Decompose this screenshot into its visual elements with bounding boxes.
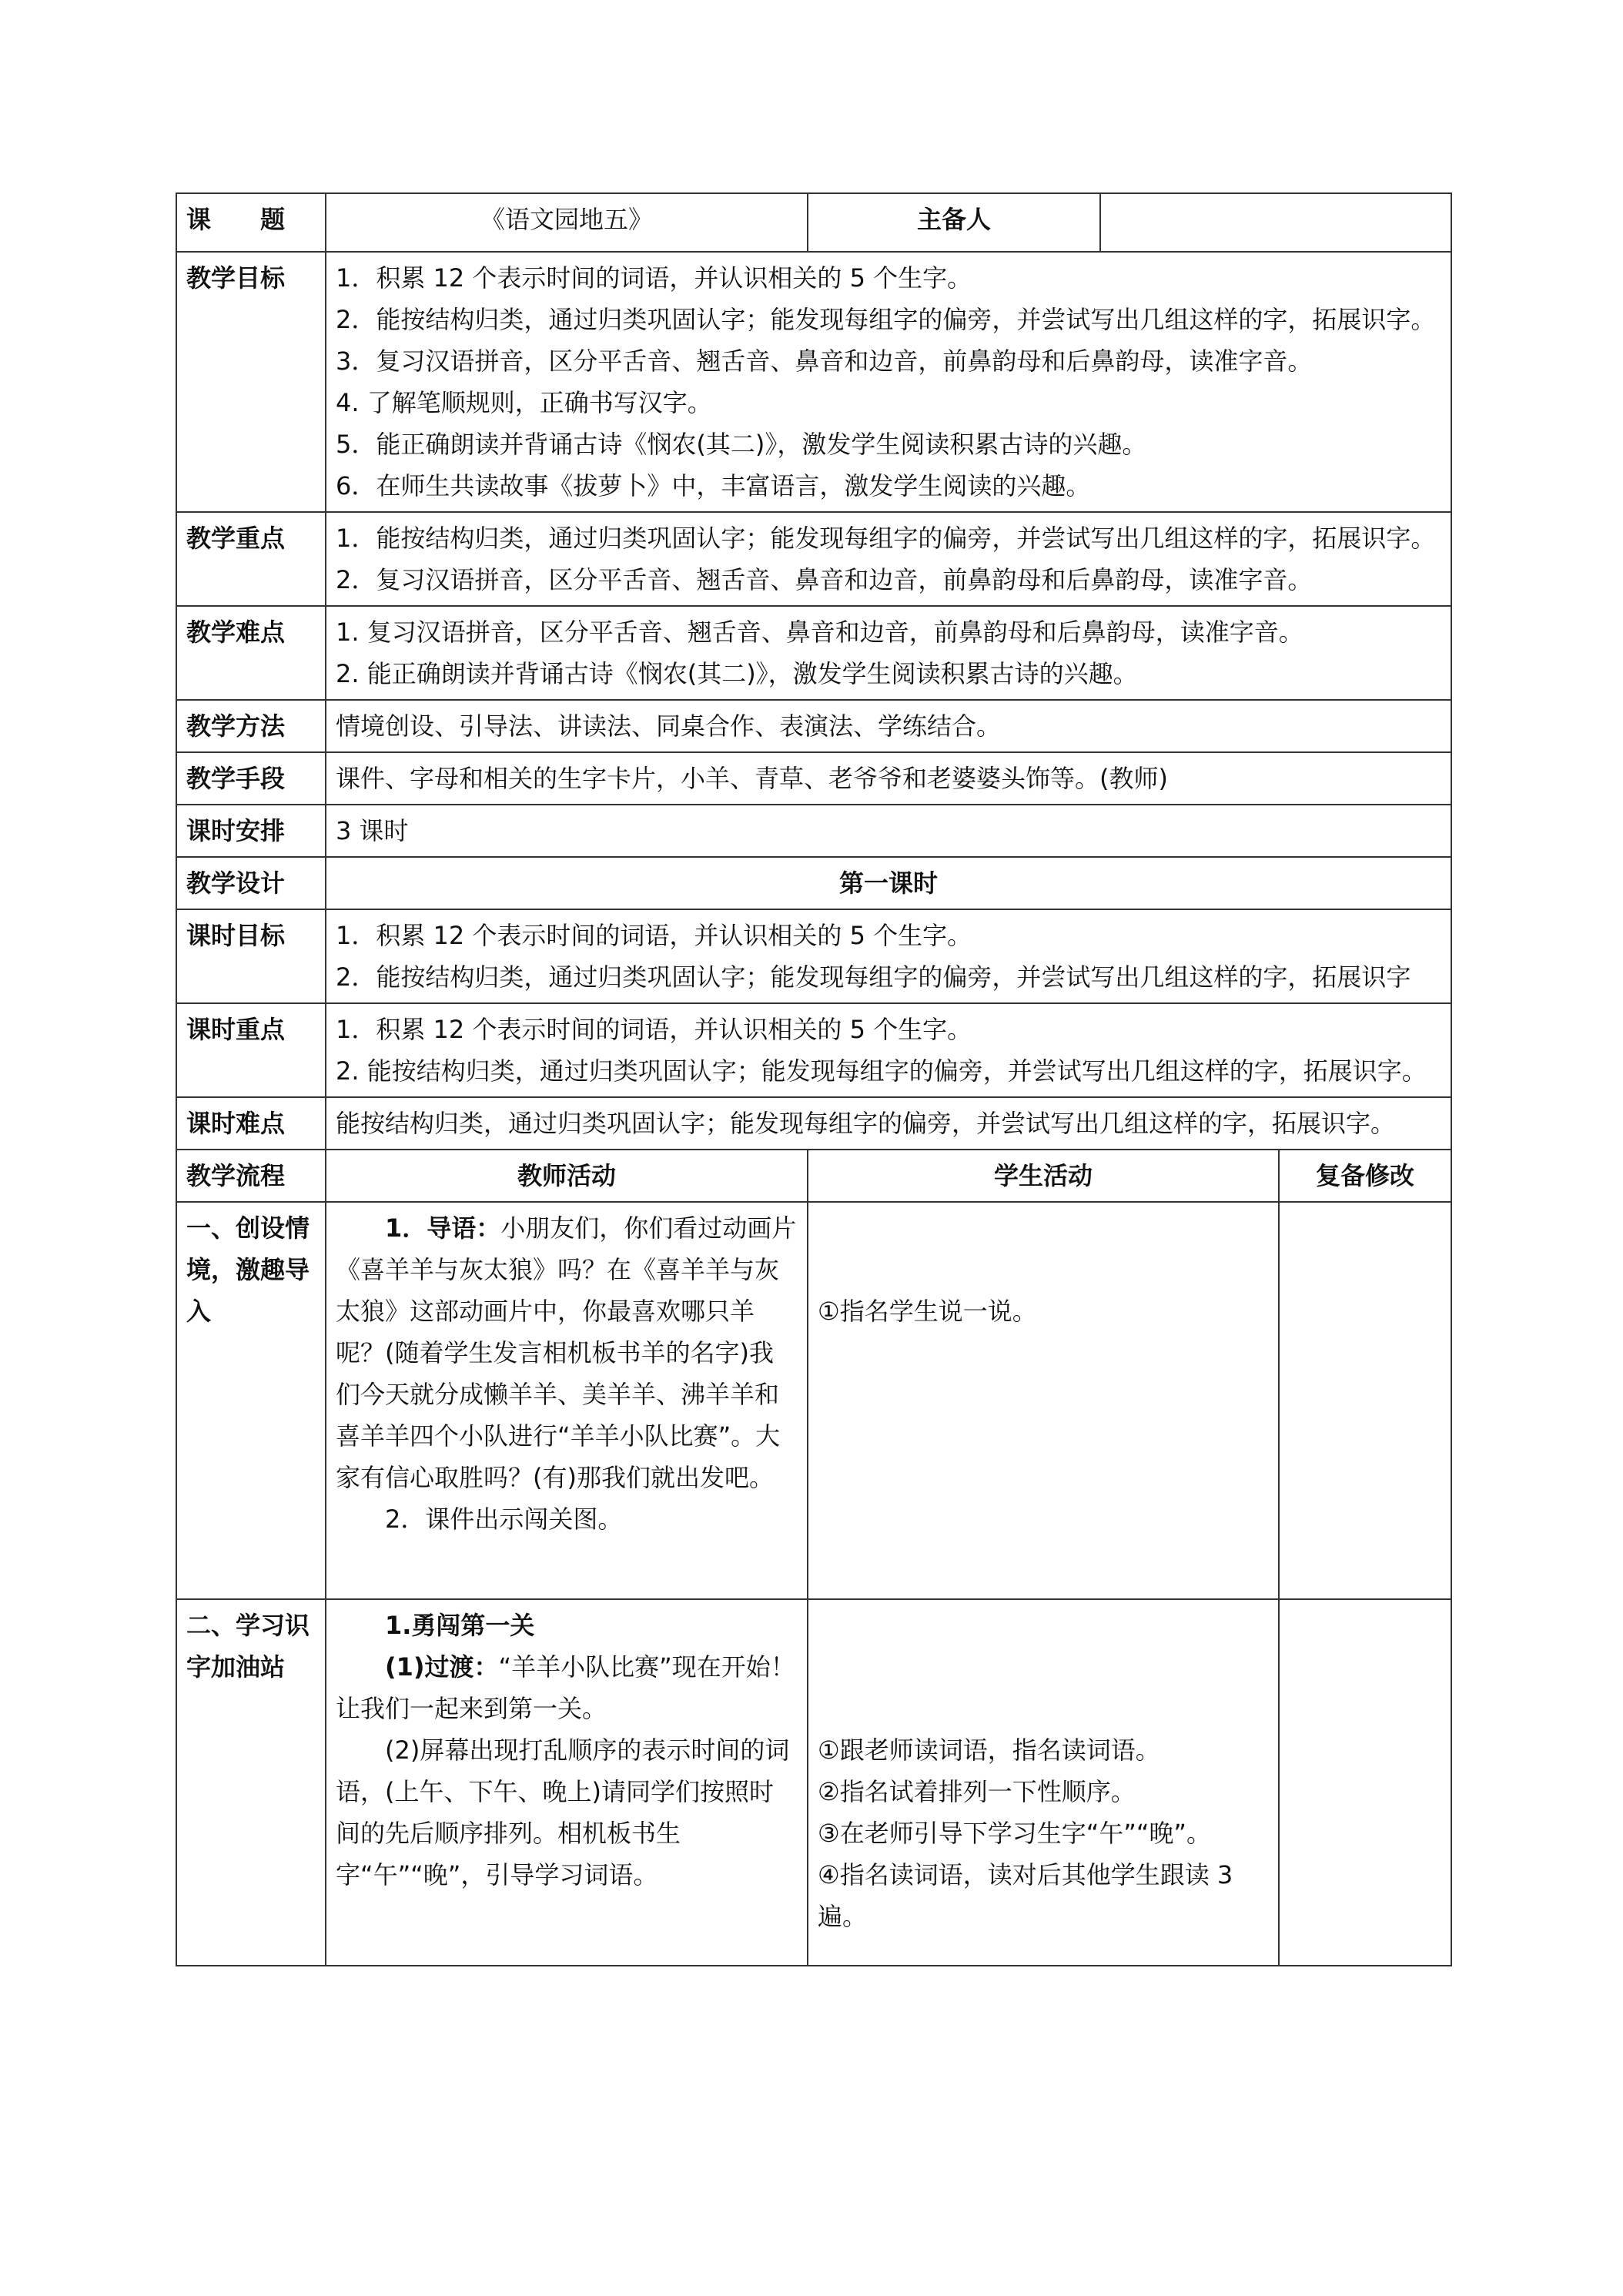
key-points-label: 教学重点: [176, 512, 326, 606]
preparer-label: 主备人: [808, 193, 1100, 252]
key-point-line: 2．复习汉语拼音，区分平舌音、翘舌音、鼻音和边音，前鼻韵母和后鼻韵母，读准字音。: [336, 565, 1313, 594]
difficulties-content: [326, 606, 1451, 700]
goals-row: [176, 252, 1451, 512]
methods-row: [176, 700, 1451, 752]
flow-teacher-header: 教师活动: [326, 1150, 808, 1202]
teacher-activity-subhead: (1)过渡：: [385, 1652, 499, 1682]
lesson-key-row: [176, 1003, 1451, 1097]
topic-label: 课 题: [176, 193, 326, 252]
step-title: 一、创设情境，激趣导入: [176, 1202, 326, 1599]
goal-line: 5．能正确朗读并背诵古诗《悯农(其二)》，激发学生阅读积累古诗的兴趣。: [336, 430, 1147, 459]
flow-header-row: [176, 1150, 1451, 1202]
methods-value: 情境创设、引导法、讲读法、同桌合作、表演法、学练结合。: [326, 700, 1451, 752]
difficulties-label: 教学难点: [176, 606, 326, 700]
step-row: [176, 1202, 1451, 1599]
lesson-key-content: [326, 1003, 1451, 1097]
goal-line: 1．积累 12 个表示时间的词语，并认识相关的 5 个生字。: [336, 263, 972, 293]
goal-line: 2．能按结构归类，通过归类巩固认字；能发现每组字的偏旁，并尝试写出几组这样的字，拓展识字。: [336, 305, 1436, 334]
means-row: [176, 752, 1451, 805]
teacher-activity-head: 1．导语：: [385, 1213, 501, 1243]
flow-process-header: 教学流程: [176, 1150, 326, 1202]
goal-line: 3．复习汉语拼音，区分平舌音、翘舌音、鼻音和边音，前鼻韵母和后鼻韵母，读准字音。: [336, 346, 1313, 376]
student-activity: [808, 1599, 1279, 1966]
lesson-goals-label: 课时目标: [176, 909, 326, 1003]
teacher-activity-body: 小朋友们，你们看过动画片《喜羊羊与灰太狼》吗？在《喜羊羊与灰太狼》这部动画片中，你最喜欢哪只羊呢？(随着学生发言相机板书羊的名字)我们今天就分成懒羊羊、美羊羊、沸羊羊和喜羊羊四个小队进行“羊羊小队比赛”。大家有信心取胜吗？(有)那我们就出发吧。: [336, 1213, 797, 1492]
means-label: 教学手段: [176, 752, 326, 805]
revision-cell: [1279, 1202, 1451, 1599]
teacher-activity-text: 2．课件出示闯关图。: [385, 1504, 623, 1534]
lesson-goals-content: [326, 909, 1451, 1003]
methods-label: 教学方法: [176, 700, 326, 752]
student-activity-text: ①指名学生说一说。: [818, 1297, 1037, 1326]
teacher-activity-head: 1.勇闯第一关: [385, 1611, 535, 1640]
flow-student-header: 学生活动: [808, 1150, 1279, 1202]
goal-line: 6．在师生共读故事《拔萝卜》中，丰富语言，激发学生阅读的兴趣。: [336, 471, 1091, 500]
teacher-activity-text: (2)屏幕出现打乱顺序的表示时间的词语，(上午、下午、晚上)请同学们按照时间的先后顺序排列。相机板书生字“午”“晚”，引导学习词语。: [336, 1735, 790, 1889]
step-row: [176, 1599, 1451, 1966]
lesson-difficulty-row: [176, 1097, 1451, 1150]
topic-value: 《语文园地五》: [326, 193, 808, 252]
schedule-row: [176, 805, 1451, 857]
design-value: 第一课时: [326, 857, 1451, 909]
revision-cell: [1279, 1599, 1451, 1966]
teacher-activity-text: [336, 1207, 798, 1498]
goal-line: 4. 了解笔顺规则，正确书写汉字。: [336, 388, 712, 417]
student-activity-text: ④指名读词语，读对后其他学生跟读 3 遍。: [818, 1860, 1233, 1931]
teacher-activity-body: “羊羊小队比赛”现在开始！让我们一起来到第一关。: [336, 1652, 795, 1723]
student-activity-text: ①跟老师读词语，指名读词语。: [818, 1735, 1160, 1765]
difficulty-line: 2. 能正确朗读并背诵古诗《悯农(其二)》，激发学生阅读积累古诗的兴趣。: [336, 659, 1138, 688]
lesson-difficulty-value: 能按结构归类，通过归类巩固认字；能发现每组字的偏旁，并尝试写出几组这样的字，拓展识字。: [326, 1097, 1451, 1150]
lesson-key-line: 2. 能按结构归类，通过归类巩固认字；能发现每组字的偏旁，并尝试写出几组这样的字，拓展识字。: [336, 1056, 1427, 1086]
difficulty-line: 1. 复习汉语拼音，区分平舌音、翘舌音、鼻音和边音，前鼻韵母和后鼻韵母，读准字音。: [336, 618, 1303, 647]
design-row: [176, 857, 1451, 909]
teacher-activity-text: [336, 1646, 798, 1729]
step-title: 二、学习识字加油站: [176, 1599, 326, 1966]
schedule-value: 3 课时: [326, 805, 1451, 857]
lesson-goals-row: [176, 909, 1451, 1003]
lesson-key-label: 课时重点: [176, 1003, 326, 1097]
key-points-row: [176, 512, 1451, 606]
difficulties-row: [176, 606, 1451, 700]
key-points-content: [326, 512, 1451, 606]
student-activity: [808, 1202, 1279, 1599]
lesson-difficulty-label: 课时难点: [176, 1097, 326, 1150]
student-activity-text: ②指名试着排列一下性顺序。: [818, 1777, 1136, 1806]
flow-revision-header: 复备修改: [1279, 1150, 1451, 1202]
schedule-label: 课时安排: [176, 805, 326, 857]
lesson-key-line: 1．积累 12 个表示时间的词语，并认识相关的 5 个生字。: [336, 1015, 972, 1044]
goals-label: 教学目标: [176, 252, 326, 512]
teacher-activity: [326, 1202, 808, 1599]
goals-content: [326, 252, 1451, 512]
lesson-plan-table: [176, 192, 1452, 1966]
student-activity-text: ③在老师引导下学习生字“午”“晚”。: [818, 1819, 1212, 1848]
lesson-goal-line: 1．积累 12 个表示时间的词语，并认识相关的 5 个生字。: [336, 921, 972, 950]
preparer-value: [1100, 193, 1451, 252]
lesson-goal-line: 2．能按结构归类，通过归类巩固认字；能发现每组字的偏旁，并尝试写出几组这样的字，拓展识字: [336, 962, 1411, 992]
teacher-activity: [326, 1599, 808, 1966]
key-point-line: 1．能按结构归类，通过归类巩固认字；能发现每组字的偏旁，并尝试写出几组这样的字，拓展识字。: [336, 524, 1436, 553]
means-value: 课件、字母和相关的生字卡片，小羊、青草、老爷爷和老婆婆头饰等。(教师): [326, 752, 1451, 805]
design-label: 教学设计: [176, 857, 326, 909]
topic-row: [176, 193, 1451, 252]
